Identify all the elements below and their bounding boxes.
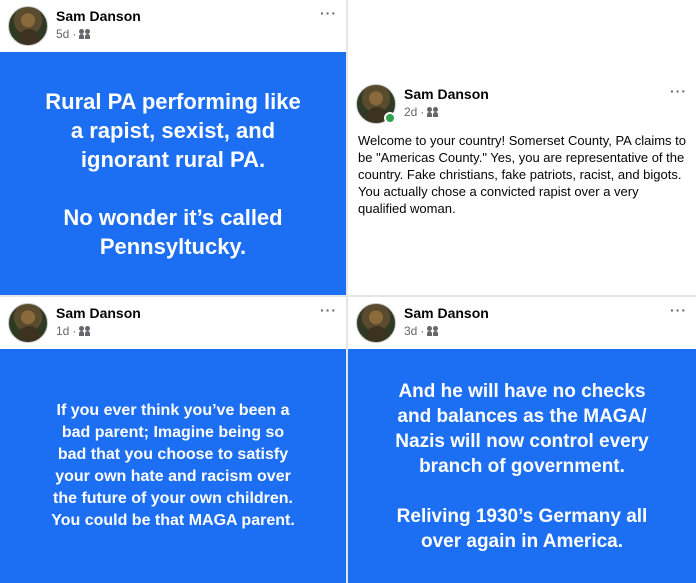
post-text: And he will have no checks and balances as the MAGA/ Nazis will now control every branch of government. Reliving 1930’s Germany all over again in America. [395,380,649,552]
friends-icon [427,107,439,117]
meta-separator: · [72,27,77,41]
more-icon[interactable]: ··· [670,83,687,99]
collage-divider-horizontal [0,295,696,297]
friends-icon [79,326,91,336]
post-meta [56,324,91,338]
post-timestamp[interactable]: 2d [404,105,418,119]
meta-separator: · [420,324,425,338]
post-card-4 [348,297,696,583]
post-timestamp[interactable]: 5d [56,27,70,41]
collage-divider-vertical [346,0,348,583]
post-header [8,6,338,48]
avatar[interactable] [356,303,396,343]
avatar[interactable] [8,6,48,46]
friends-icon [79,29,91,39]
post-text: Rural PA performing like a rapist, sexist, and ignorant rural PA. No wonder it’s called Pennsyltucky. [45,88,301,259]
online-status-icon [384,112,396,124]
more-icon[interactable]: ··· [320,5,337,21]
author-name[interactable]: Sam Danson [404,305,489,321]
post-text: If you ever think you’ve been a bad parent; Imagine being so bad that you choose to satisfy your own hate and racism over the future of your own children. You could be that MAGA parent. [51,402,295,529]
post-timestamp[interactable]: 1d [56,324,70,338]
more-icon[interactable]: ··· [670,302,687,318]
author-name[interactable]: Sam Danson [404,86,489,102]
post-header [356,303,688,345]
friends-icon [427,326,439,336]
meta-separator: · [72,324,77,338]
post-card-2 [348,0,696,295]
post-background [348,349,696,583]
post-background [0,52,346,295]
post-meta [56,27,91,41]
post-background [0,349,346,583]
avatar[interactable] [8,303,48,343]
post-meta [404,105,439,119]
post-timestamp[interactable]: 3d [404,324,418,338]
author-name[interactable]: Sam Danson [56,305,141,321]
author-name[interactable]: Sam Danson [56,8,141,24]
post-text: Welcome to your country! Somerset County, PA claims to be "Americas County." Yes, you are representative of the country. Fake christians, fake patriots, racist, and bigots. You actually chose a convicted rapist over a very qualified woman. [358,133,687,216]
post-card-1 [0,0,346,295]
post-card-3 [0,297,346,583]
more-icon[interactable]: ··· [320,302,337,318]
post-header [8,303,338,345]
post-header [356,84,688,126]
post-meta [404,324,439,338]
meta-separator: · [420,105,425,119]
